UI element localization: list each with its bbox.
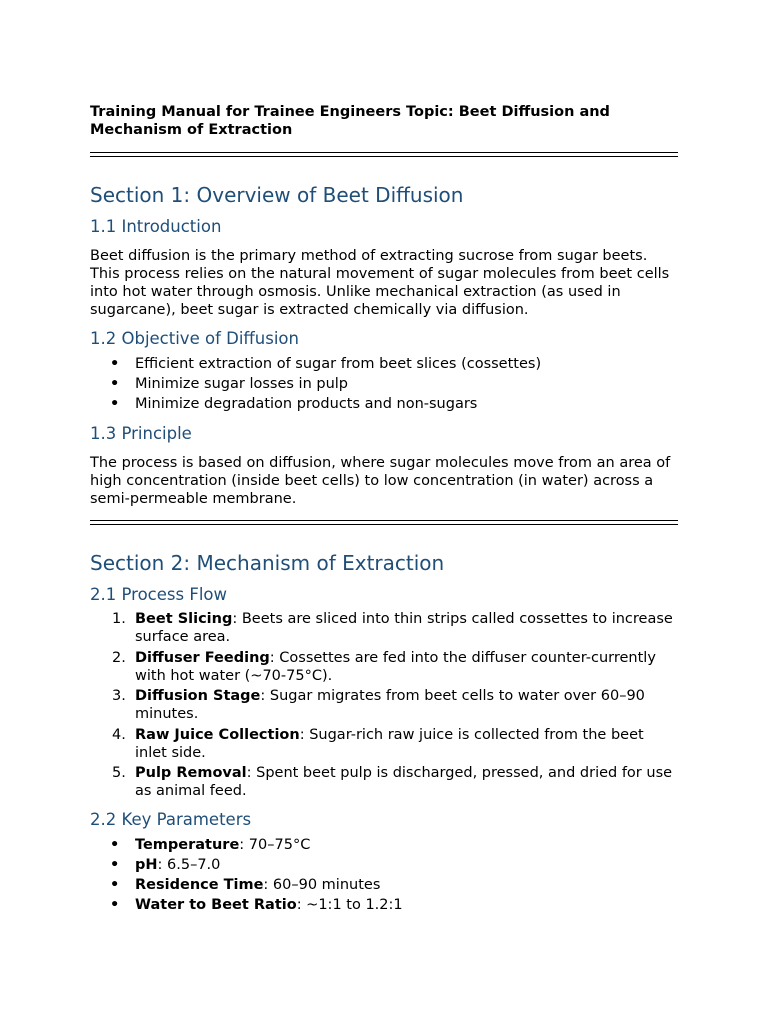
- bullet-icon: •: [110, 877, 120, 893]
- list-item: [90, 354, 678, 374]
- bullet-icon: •: [110, 837, 120, 853]
- step-term: Diffusion Stage: [135, 688, 261, 704]
- step-term: Beet Slicing: [135, 611, 233, 627]
- bullet-icon: •: [110, 396, 120, 412]
- step-text: : Cossettes are fed into the diffuser counter-currently with hot water (~70-75°C).: [135, 649, 656, 684]
- list-item: [90, 374, 678, 394]
- param-term: Residence Time: [135, 877, 264, 893]
- step-number: 2.: [112, 649, 126, 666]
- objectives-list: [90, 354, 678, 414]
- list-item: [90, 835, 678, 855]
- list-item: [90, 855, 678, 875]
- param-term: Temperature: [135, 837, 240, 853]
- bullet-icon: •: [110, 897, 120, 913]
- step-term: Pulp Removal: [135, 765, 247, 781]
- bullet-icon: •: [110, 376, 120, 392]
- step-number: 1.: [112, 611, 126, 627]
- step-text: : Beets are sliced into thin strips called cossettes to increase surface area.: [135, 611, 673, 645]
- param-value: : ~1:1 to 1.2:1: [296, 897, 403, 913]
- step-text: : Sugar-rich raw juice is collected from the beet inlet side.: [135, 726, 644, 761]
- principle-heading: 1.3 Principle: [90, 424, 192, 443]
- step-number: 3.: [112, 688, 126, 704]
- list-item: [90, 649, 678, 685]
- title-divider: [90, 152, 678, 157]
- list-item: [90, 764, 678, 800]
- introduction-text: Beet diffusion is the primary method of extracting sucrose from sugar beets. This process relies on the natural movement of sugar molecules from beet cells into hot water through osmosis. Unlike mechanical extraction (as used in sugarcane), beet sugar is extracted chemically via diffusion.: [90, 248, 670, 318]
- objective-text: Efficient extraction of sugar from beet slices (cossettes): [135, 356, 542, 372]
- objective-heading: 1.2 Objective of Diffusion: [90, 329, 299, 348]
- list-item: [90, 875, 678, 895]
- parameters-list: [90, 835, 678, 915]
- param-value: : 70–75°C: [239, 837, 311, 853]
- principle-text: The process is based on diffusion, where sugar molecules move from an area of high concentration (inside beet cells) to low concentration (in water) across a semi-permeable membrane.: [90, 455, 671, 507]
- param-value: : 6.5–7.0: [157, 857, 221, 873]
- section-2-heading: Section 2: Mechanism of Extraction: [90, 551, 445, 575]
- step-term: Raw Juice Collection: [135, 726, 300, 743]
- process-flow-heading: 2.1 Process Flow: [90, 585, 227, 604]
- list-item: [90, 610, 678, 646]
- step-number: 4.: [112, 726, 126, 743]
- step-term: Diffuser Feeding: [135, 649, 270, 666]
- bullet-icon: •: [110, 857, 120, 873]
- section-divider: [90, 520, 678, 525]
- list-item: [90, 394, 678, 414]
- section-1-heading: Section 1: Overview of Beet Diffusion: [90, 183, 464, 207]
- param-value: : 60–90 minutes: [263, 877, 381, 893]
- list-item: [90, 726, 678, 762]
- step-text: : Sugar migrates from beet cells to water over 60–90 minutes.: [135, 688, 645, 722]
- introduction-heading: 1.1 Introduction: [90, 217, 222, 236]
- list-item: [90, 895, 678, 915]
- list-item: [90, 687, 678, 723]
- param-term: pH: [135, 857, 158, 873]
- param-term: Water to Beet Ratio: [135, 897, 297, 913]
- objective-text: Minimize degradation products and non-sugars: [135, 396, 478, 412]
- document-page: [90, 104, 678, 915]
- key-parameters-heading: 2.2 Key Parameters: [90, 810, 252, 829]
- bullet-icon: •: [110, 356, 120, 372]
- objective-text: Minimize sugar losses in pulp: [135, 376, 349, 392]
- step-text: : Spent beet pulp is discharged, pressed, and dried for use as animal feed.: [135, 765, 673, 799]
- step-number: 5.: [112, 765, 126, 781]
- document-title: Training Manual for Trainee Engineers Topic: Beet Diffusion and Mechanism of Extraction: [90, 104, 610, 138]
- process-steps-list: [90, 610, 678, 800]
